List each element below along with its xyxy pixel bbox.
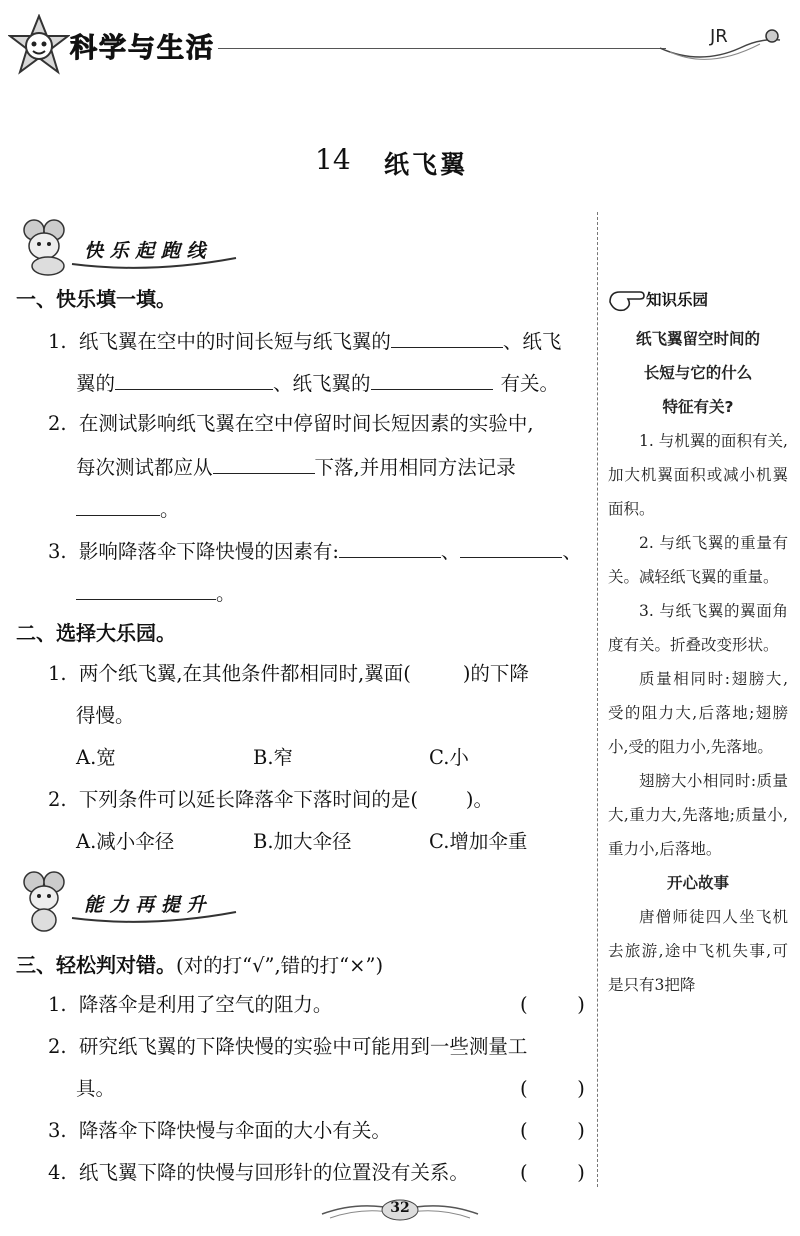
- sidebar-para-1: 1. 与机翼的面积有关,加大机翼面积或减小机翼面积。: [608, 432, 788, 518]
- s1-q2-line1: 2. 在测试影响纸飞翼在空中停留时间长短因素的实验中,: [48, 412, 534, 435]
- sidebar-question-3: 特征有关?: [662, 398, 734, 416]
- section1-title: 一、快乐填一填。: [16, 287, 176, 311]
- pointing-hand-icon: [606, 284, 646, 312]
- fill-blank[interactable]: [76, 579, 216, 600]
- option-b[interactable]: B.窄: [253, 746, 294, 769]
- section3-note: (对的打“√”,错的打“×”): [176, 954, 384, 977]
- page-number: 32: [390, 1200, 410, 1216]
- sidebar-para-3: 3. 与纸飞翼的翼面角度有关。折叠改变形状。: [608, 602, 788, 654]
- sidebar-question-2: 长短与它的什么: [643, 364, 753, 382]
- s2-q1-line2: 得慢。: [76, 704, 135, 727]
- section3-title: 三、轻松判对错。: [16, 953, 176, 977]
- s1-q3-line2: 。: [76, 579, 236, 607]
- sidebar-header: [606, 284, 786, 314]
- judge-blank[interactable]: ( ): [520, 993, 585, 1016]
- sidebar-para-4: 质量相同时:翅膀大,受的阻力大,后落地;翅膀小,受的阻力小,先落地。: [608, 670, 788, 756]
- sidebar-body: [608, 322, 788, 1002]
- sidebar-question-1: 纸飞翼留空时间的: [635, 330, 760, 348]
- s3-item-4: 4. 纸飞翼下降的快慢与回形针的位置没有关系。 ( ): [48, 1161, 585, 1184]
- series-title: 科学与生活: [70, 33, 215, 64]
- mouse-mascot-icon: [14, 214, 78, 278]
- grade-code: JR: [710, 26, 728, 47]
- option-c[interactable]: C.增加伞重: [429, 830, 528, 853]
- fill-blank[interactable]: [115, 369, 273, 390]
- lesson-title: 纸飞翼: [384, 150, 469, 179]
- banner-ability-up: 能 力 再 提 升: [84, 894, 206, 916]
- sidebar-para-2: 2. 与纸飞翼的重量有关。减轻纸飞翼的重量。: [608, 534, 788, 586]
- fill-blank[interactable]: [460, 537, 562, 558]
- fill-blank[interactable]: [76, 495, 160, 516]
- column-divider: [597, 212, 598, 1187]
- judge-blank[interactable]: ( ): [520, 1077, 585, 1100]
- s1-q1-line1: 1. 纸飞翼在空中的时间长短与纸飞翼的 、纸飞: [48, 327, 561, 355]
- header-rule: [218, 48, 666, 49]
- mouse-mascot-icon: [14, 868, 78, 934]
- s2-q2-line1: 2. 下列条件可以延长降落伞下落时间的是( )。: [48, 788, 494, 811]
- s1-q2-line2: 每次测试都应从 下落,并用相同方法记录: [76, 453, 516, 481]
- s1-q3-line1: 3. 影响降落伞下降快慢的因素有: 、 、: [48, 537, 582, 565]
- sidebar-para-5: 翅膀大小相同时:质量大,重力大,先落地;质量小,重力小,后落地。: [608, 772, 788, 858]
- sidebar-story-title: 开心故事: [666, 874, 729, 892]
- s1-q2-line3: 。: [76, 495, 180, 523]
- fill-blank[interactable]: [391, 327, 503, 348]
- s3-item-1: 1. 降落伞是利用了空气的阻力。 ( ): [48, 993, 585, 1016]
- judge-blank[interactable]: ( ): [520, 1161, 585, 1184]
- banner-happy-start: 快 乐 起 跑 线: [84, 240, 206, 262]
- section3-title-row: [16, 952, 383, 979]
- fill-blank[interactable]: [371, 369, 493, 390]
- option-c[interactable]: C.小: [429, 746, 469, 769]
- option-a[interactable]: A.宽: [76, 746, 116, 769]
- judge-blank[interactable]: ( ): [520, 1119, 585, 1142]
- sidebar-title: 知识乐园: [646, 291, 709, 309]
- lesson-number: 14: [315, 143, 351, 176]
- fill-blank[interactable]: [213, 453, 315, 474]
- s2-q1-line1: 1. 两个纸飞翼,在其他条件都相同时,翼面( )的下降: [48, 662, 529, 685]
- s1-q1-line2: 翼的 、纸飞翼的 有关。: [76, 369, 559, 397]
- header-logo: [8, 14, 70, 76]
- star-mascot-icon: [8, 14, 70, 76]
- option-a[interactable]: A.减小伞径: [76, 830, 175, 853]
- option-b[interactable]: B.加大伞径: [253, 830, 352, 853]
- s3-item-2: 2. 研究纸飞翼的下降快慢的实验中可能用到一些测量工: [48, 1035, 528, 1058]
- sidebar-para-6: 唐僧师徒四人坐飞机去旅游,途中飞机失事,可是只有3把降: [608, 908, 788, 994]
- s3-item-3: 3. 降落伞下降快慢与伞面的大小有关。 ( ): [48, 1119, 585, 1142]
- section2-title: 二、选择大乐园。: [16, 621, 176, 645]
- s3-item-2-line2: 具。 ( ): [76, 1077, 585, 1100]
- fill-blank[interactable]: [339, 537, 441, 558]
